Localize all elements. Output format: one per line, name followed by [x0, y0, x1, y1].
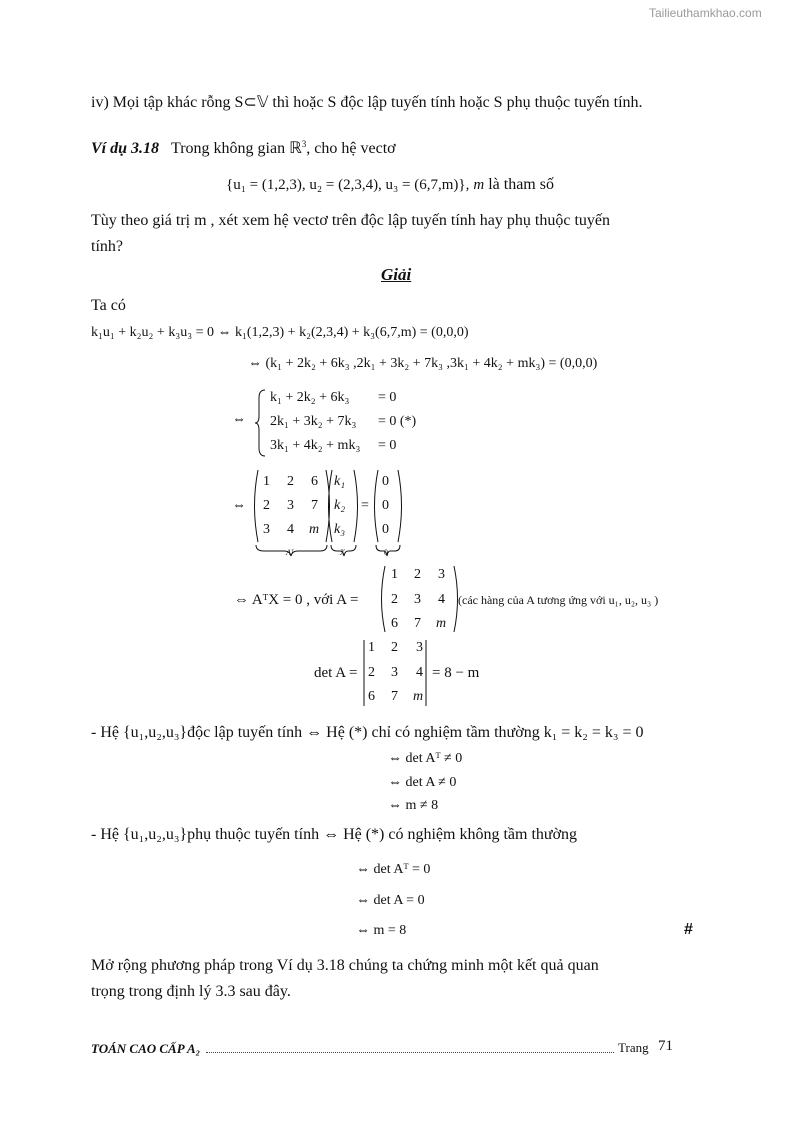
matrix-at-r1c2: 2 [287, 474, 294, 489]
param-var: m [473, 177, 485, 193]
brace-label-zero: 0 [384, 548, 388, 557]
matrix-a-r3c1: 6 [391, 616, 398, 631]
footer-page-number: 71 [658, 1038, 673, 1054]
matrix-a-r3c3: m [436, 616, 447, 631]
closing-line-1: Mở rộng phương pháp trong Ví dụ 3.18 chúng ta chứng minh một kết quả quan [91, 957, 599, 974]
indep-step-2: ⇔ det A ≠ 0 [388, 775, 457, 790]
vector-x-1: k₁ [334, 474, 346, 489]
ta-co: Ta có [91, 297, 126, 314]
example-heading [91, 138, 396, 158]
dep-step-3: ⇔ m = 8 [356, 923, 407, 938]
vector-x-3: k₃ [334, 522, 346, 537]
system-row-1: k₁ + 2k₂ + 6k₃ [270, 390, 350, 405]
example-intro-a: Trong không gian ℝ [171, 140, 302, 157]
det-r1c3: 3 [416, 640, 423, 655]
det-r1c2: 2 [391, 640, 398, 655]
indep-step-3: ⇔ m ≠ 8 [388, 798, 439, 813]
equation-2: ⇔ (k₁ + 2k₂ + 6k₃ ,2k₁ + 3k₂ + 7k₃ ,3k₁ + 4k₂ + mk₃) = (0,0,0) [248, 356, 598, 371]
matrix-a-r2c1: 2 [391, 592, 398, 607]
matrix-a-r3c2: 7 [414, 616, 421, 631]
matrix-a-r2c2: 3 [414, 592, 421, 607]
system-rhs-2: = 0 (*) [378, 414, 417, 429]
matrix-at-r3c3: m [309, 522, 320, 537]
system-brace [254, 388, 268, 458]
matrix-a-r1c2: 2 [414, 567, 421, 582]
matrix-at-r3c2: 4 [287, 522, 294, 537]
rows-note: (các hàng của A tương ứng với u₁, u₂, u₃ ) [458, 593, 659, 607]
matrix-a-r2c3: 4 [438, 592, 445, 607]
iff-matrix: ⇔ [232, 498, 246, 513]
det-r2c1: 2 [368, 665, 375, 680]
matrix-at-r1c3: 6 [311, 474, 318, 489]
question-line-2: tính? [91, 238, 123, 255]
example-intro-sup: 3 [301, 139, 307, 149]
matrix-at-r3c1: 3 [263, 522, 270, 537]
det-r2c3: 4 [416, 665, 423, 680]
det-label: det A = [314, 665, 358, 681]
det-r3c1: 6 [368, 689, 375, 704]
det-r2c2: 3 [391, 665, 398, 680]
dep-step-2: ⇔ det A = 0 [356, 893, 425, 908]
system-row-2: 2k₁ + 3k₂ + 7k₃ [270, 414, 357, 429]
footer-dots [206, 1052, 614, 1053]
closing-line-2: trọng trong định lý 3.3 sau đây. [91, 983, 291, 1000]
det-r3c3: m [413, 689, 424, 704]
vector-zero-3: 0 [382, 522, 389, 537]
system-rhs-1: = 0 [378, 390, 397, 405]
atx-equation: ⇔ AᵀX = 0 , với A = [234, 592, 359, 608]
matrix-at-r1c1: 1 [263, 474, 270, 489]
system-rhs-3: = 0 [378, 438, 397, 453]
det-r3c2: 7 [391, 689, 398, 704]
footer-title: TOÁN CAO CẤP A₂ [91, 1041, 201, 1056]
system-set: {u₁ = (1,2,3), u₂ = (2,3,4), u₃ = (6,7,m)}, [226, 177, 470, 193]
indep-step-1: ⇔ det Aᵀ ≠ 0 [388, 751, 463, 766]
matrix-equals: = [361, 498, 369, 513]
det-r1c1: 1 [368, 640, 375, 655]
question-line-1: Tùy theo giá trị m , xét xem hệ vectơ trên độc lập tuyến tính hay phụ thuộc tuyến [91, 212, 610, 229]
example-intro-b: , cho hệ vectơ [306, 140, 396, 157]
matrix-at-r2c1: 2 [263, 498, 270, 513]
system-row-3: 3k₁ + 4k₂ + mk₃ [270, 438, 361, 453]
vector-zero-2: 0 [382, 498, 389, 513]
statement-iv: iv) Mọi tập khác rỗng S⊂𝕍 thì hoặc S độc lập tuyến tính hoặc S phụ thuộc tuyến tính. [91, 94, 643, 111]
matrix-at-r2c3: 7 [311, 498, 318, 513]
brace-label-x: X [340, 548, 345, 557]
indep-line: - Hệ {u₁,u₂,u₃}độc lập tuyến tính ⇔ Hệ (*) chỉ có nghiệm tầm thường k₁ = k₂ = k₃ = 0 [91, 724, 644, 741]
iff-system: ⇔ [232, 412, 246, 427]
matrix-at-r2c2: 3 [287, 498, 294, 513]
dep-line: - Hệ {u₁,u₂,u₃}phụ thuộc tuyến tính ⇔ Hệ (*) có nghiệm không tầm thường [91, 826, 578, 843]
det-value: = 8 − m [432, 665, 480, 681]
vector-x-2: k₂ [334, 498, 346, 513]
solution-title: Giải [381, 265, 412, 284]
footer-page-label: Trang [618, 1040, 649, 1055]
equation-1: k₁u₁ + k₂u₂ + k₃u₃ = 0 ⇔ k₁(1,2,3) + k₂(2,3,4) + k₃(6,7,m) = (0,0,0) [91, 325, 469, 340]
matrix-a-r1c1: 1 [391, 567, 398, 582]
dep-step-1: ⇔ det Aᵀ = 0 [356, 862, 431, 877]
param-text: là tham số [488, 176, 554, 193]
matrix-a-r1c3: 3 [438, 567, 445, 582]
end-mark: # [684, 921, 693, 938]
example-label: Ví dụ 3.18 [91, 140, 160, 157]
vector-system [226, 176, 554, 194]
watermark: Tailieuthamkhao.com [649, 6, 762, 20]
vector-zero-1: 0 [382, 474, 389, 489]
brace-label-at: Aᵀ [286, 548, 294, 557]
